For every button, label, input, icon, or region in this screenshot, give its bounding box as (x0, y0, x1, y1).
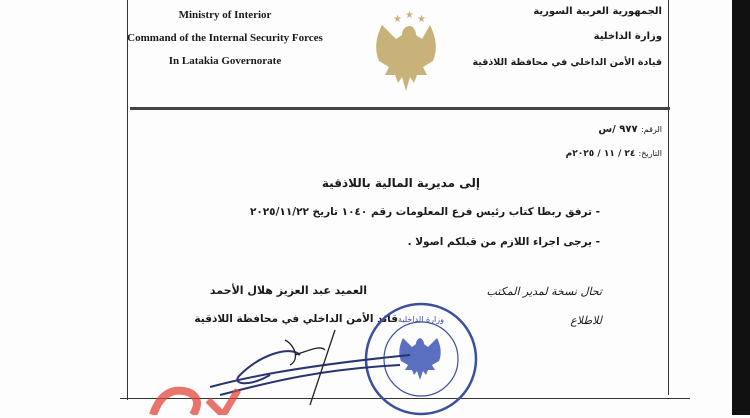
ref-label: الرقم: (641, 125, 662, 134)
header-en-governorate: In Latakia Governorate (168, 55, 282, 67)
svg-text:وزارة الداخلية: وزارة الداخلية (398, 315, 444, 324)
black-edge (732, 0, 750, 415)
header-ar-command: قيادة الأمن الداخلي في محافظة اللاذقية (472, 57, 662, 68)
header-en-ministry: Ministry of Interior (178, 9, 272, 21)
svg-text:★: ★ (393, 14, 402, 25)
header-ar-ministry: وزارة الداخلية (593, 31, 662, 42)
date (566, 149, 662, 159)
signatory-title: قائد الأمن الداخلي في محافظة اللاذقية (194, 313, 398, 325)
svg-text:★: ★ (405, 10, 414, 21)
svg-text:★: ★ (417, 14, 426, 25)
header-divider (130, 107, 670, 110)
handwritten-note-1: تحال نسخة لمدير المكتب (486, 285, 602, 298)
date-value: ٢٤ / ١١ / ٢٠٢٥م (565, 149, 636, 159)
body-line-2: - يرجى اجراء اللازم من قبلكم اصولا . (407, 236, 600, 248)
signatory-name: العميد عبد العزيز هلال الأحمد (209, 284, 367, 297)
header-ar-republic: الجمهورية العربية السورية (533, 6, 662, 17)
watermark-logo (148, 380, 248, 415)
addressee: إلى مديرية المالية باللاذقية (321, 176, 480, 190)
reference-number (598, 124, 662, 135)
eagle-emblem-icon (355, 8, 465, 96)
handwritten-note-2: للاطلاع (570, 314, 602, 327)
header-en-command: Command of the Internal Security Forces (127, 32, 323, 44)
right-border (668, 0, 669, 395)
ref-value: ٩٧٧ /س (598, 124, 638, 135)
date-label: التاريخ: (638, 149, 662, 158)
body-line-1: - ترفق ربطا كتاب رئيس فرع المعلومات رقم ١٠٤٠ تاريخ ٢٠٢٥/١١/٢٢ (249, 206, 600, 218)
